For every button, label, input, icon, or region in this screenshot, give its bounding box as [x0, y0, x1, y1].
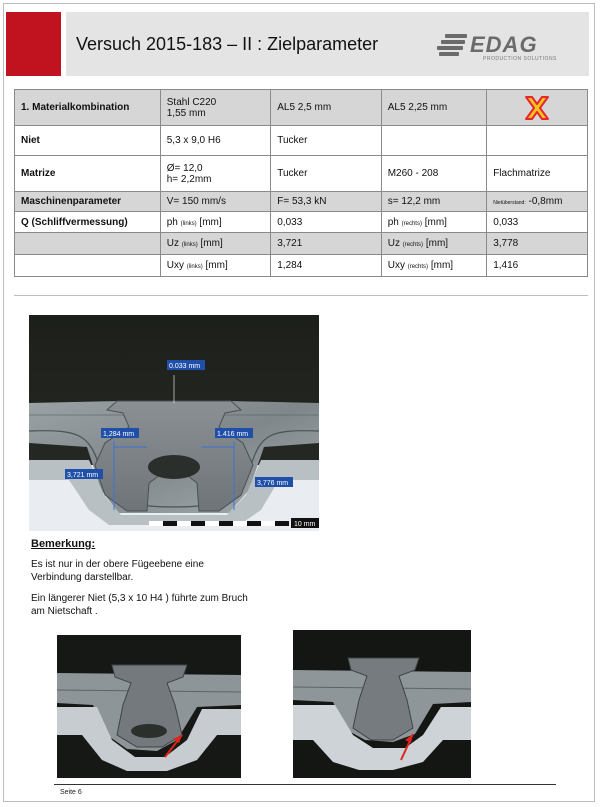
row-label: [15, 233, 161, 255]
table-cell: ph (rechts) [mm]: [381, 212, 486, 233]
table-row: [15, 212, 588, 233]
logo-text: EDAG: [470, 32, 538, 57]
table-row: [15, 126, 588, 156]
table-cell: Stahl C220 1,55 mm: [160, 90, 270, 126]
table-cell: [487, 90, 588, 126]
table-cell: [487, 126, 588, 156]
header-accent-block: [6, 12, 61, 76]
table-row: [15, 255, 588, 277]
cross-section-photo: [29, 315, 319, 531]
row-label: Maschinenparameter: [15, 192, 161, 212]
slide-title: Versuch 2015-183 – II : Zielparameter: [76, 34, 379, 54]
table-cell: 1,416: [487, 255, 588, 277]
table-cell: Uxy (rechts) [mm]: [381, 255, 486, 277]
uz-left-label: 3,721 mm: [67, 472, 99, 479]
scale-label: 10 mm: [294, 521, 316, 528]
table-cell: 3,721: [271, 233, 381, 255]
table-cell: 0,033: [271, 212, 381, 233]
table-cell: AL5 2,25 mm: [381, 90, 486, 126]
uz-right-label: 3,776 mm: [257, 480, 289, 487]
table-cell: AL5 2,5 mm: [271, 90, 381, 126]
table-cell: Flachmatrize: [487, 156, 588, 192]
table-cell: 1,284: [271, 255, 381, 277]
table-cell: 5,3 x 9,0 H6: [160, 126, 270, 156]
parameter-table: [14, 89, 588, 277]
table-cell: V= 150 mm/s: [160, 192, 270, 212]
remark-heading: Bemerkung:: [31, 538, 96, 550]
table-row: [15, 156, 588, 192]
row-label: [15, 255, 161, 277]
table-cell: [381, 126, 486, 156]
table-cell: Tucker: [271, 156, 381, 192]
table-row: [15, 192, 588, 212]
table-cell: F= 53,3 kN: [271, 192, 381, 212]
table-cell: Uxy (links) [mm]: [160, 255, 270, 277]
table-row: [15, 90, 588, 126]
table-cell: 0,033: [487, 212, 588, 233]
table-cell: ph (links) [mm]: [160, 212, 270, 233]
table-row: [15, 233, 588, 255]
table-cell: Uz (links) [mm]: [160, 233, 270, 255]
table-cell: s= 12,2 mm: [381, 192, 486, 212]
page-number: Seite 6: [60, 789, 82, 796]
table-cell: Uz (rechts) [mm]: [381, 233, 486, 255]
table-cell: 3,778: [487, 233, 588, 255]
row-label: Matrize: [15, 156, 161, 192]
remark-paragraph-2: Ein längerer Niet (5,3 x 10 H4 ) führte zum Bruch am Nietschaft .: [31, 593, 248, 617]
table-cell: M260 - 208: [381, 156, 486, 192]
remark-paragraph-1: Es ist nur in der obere Fügeebene eine Verbindung darstellbar.: [31, 559, 204, 583]
uxy-left-label: 1,284 mm: [103, 431, 135, 438]
table-cell: Nietüberstand: -0,8mm: [487, 192, 588, 212]
fracture-photo-left: [57, 635, 241, 778]
ph-label: 0.033 mm: [169, 363, 201, 370]
logo-subtitle: PRODUCTION SOLUTIONS: [483, 56, 557, 62]
edag-logo: [437, 32, 557, 66]
x-mark-icon: [522, 95, 552, 121]
footer-line: [54, 784, 556, 785]
fracture-photo-right: [293, 630, 471, 778]
row-label: Niet: [15, 126, 161, 156]
table-cell: Tucker: [271, 126, 381, 156]
section-divider: [14, 295, 588, 296]
logo-stripes-icon: [437, 34, 467, 56]
table-cell: Ø= 12,0 h= 2,2mm: [160, 156, 270, 192]
row-label: 1. Materialkombination: [15, 90, 161, 126]
uxy-right-label: 1.416 mm: [217, 431, 249, 438]
row-label: Q (Schliffvermessung): [15, 212, 161, 233]
